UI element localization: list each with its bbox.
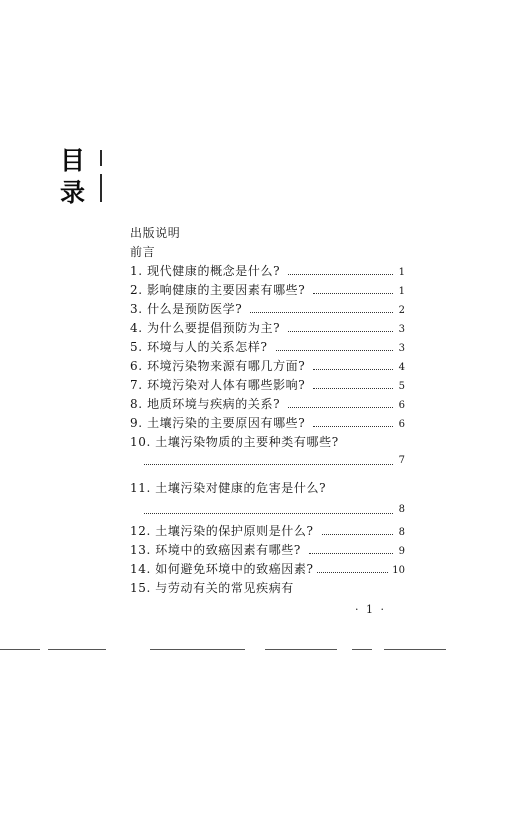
toc-entry-title: 14. 如何避免环境中的致癌因素? xyxy=(130,562,314,576)
toc-entry-page: 1 xyxy=(398,286,405,297)
toc-entry-title: 6. 环境污染物来源有哪几方面? xyxy=(130,359,306,373)
toc-entry-page: 8 xyxy=(398,504,405,515)
dot-leader xyxy=(288,273,393,275)
heading-rule-top xyxy=(100,150,102,166)
fold-line xyxy=(265,649,337,650)
toc-entry-title: 7. 环境污染对人体有哪些影响? xyxy=(130,378,306,392)
toc-entry-page: 3 xyxy=(398,343,405,354)
toc-entry-title: 9. 土壤污染的主要原因有哪些? xyxy=(130,416,306,430)
toc-entry-title: 11. 土壤污染对健康的危害是什么? xyxy=(130,481,327,495)
dot-leader xyxy=(317,571,389,573)
toc-entry-9 xyxy=(130,414,405,432)
dot-leader xyxy=(276,349,394,351)
toc-entry-title: 8. 地质环境与疾病的关系? xyxy=(130,397,281,411)
toc-entry-7 xyxy=(130,376,405,394)
toc-entry-11 xyxy=(130,479,405,497)
fold-line xyxy=(48,649,106,650)
toc-entry-title: 10. 土壤污染物质的主要种类有哪些? xyxy=(130,435,339,449)
dot-leader xyxy=(144,512,393,514)
toc-entry-preface xyxy=(130,243,405,261)
toc-entry-10-continuation xyxy=(130,452,405,470)
toc-entry-publishing-note xyxy=(130,224,405,242)
dot-leader xyxy=(322,533,393,535)
toc-entry-title: 出版说明 xyxy=(130,226,181,240)
toc-entry-title: 前言 xyxy=(130,245,156,259)
dot-leader xyxy=(288,330,393,332)
dot-leader xyxy=(313,292,393,294)
toc-entry-title: 4. 为什么要提倡预防为主? xyxy=(130,321,281,335)
toc-entry-page: 5 xyxy=(398,381,405,392)
toc-entry-title: 3. 什么是预防医学? xyxy=(130,302,243,316)
fold-line xyxy=(150,649,245,650)
toc-entry-2 xyxy=(130,281,405,299)
toc-entry-page: 6 xyxy=(398,400,405,411)
dot-leader xyxy=(288,406,393,408)
toc-entry-4 xyxy=(130,319,405,337)
toc-entry-page: 2 xyxy=(398,305,405,316)
toc-entry-3 xyxy=(130,300,405,318)
toc-entry-page: 4 xyxy=(398,362,405,373)
toc-entry-page: 10 xyxy=(392,565,405,576)
heading-lu: 录 xyxy=(60,178,86,207)
dot-leader xyxy=(309,552,393,554)
toc-entry-11-continuation xyxy=(130,501,405,519)
toc-entry-page: 3 xyxy=(398,324,405,335)
toc-entry-10 xyxy=(130,433,405,451)
dot-leader xyxy=(313,368,393,370)
toc-entry-6 xyxy=(130,357,405,375)
dot-leader xyxy=(313,425,393,427)
page-number: · 1 · xyxy=(355,603,386,616)
heading-rule-bottom xyxy=(100,174,102,202)
dot-leader xyxy=(313,387,393,389)
toc-entry-title: 2. 影响健康的主要因素有哪些? xyxy=(130,283,306,297)
fold-line xyxy=(352,649,372,650)
toc-entry-page: 7 xyxy=(398,455,405,466)
toc-entry-1 xyxy=(130,262,405,280)
toc-entry-title: 13. 环境中的致癌因素有哪些? xyxy=(130,543,301,557)
toc-entry-page: 1 xyxy=(398,267,405,278)
toc-entry-8 xyxy=(130,395,405,413)
heading-mu: 目 xyxy=(60,146,86,175)
fold-line xyxy=(384,649,446,650)
toc-entry-14 xyxy=(130,560,405,578)
dot-leader xyxy=(144,463,393,465)
toc-entry-13 xyxy=(130,541,405,559)
toc-entry-page: 6 xyxy=(398,419,405,430)
toc-entry-title: 12. 土壤污染的保护原则是什么? xyxy=(130,524,314,538)
toc-entry-title: 1. 现代健康的概念是什么? xyxy=(130,264,281,278)
dot-leader xyxy=(250,311,393,313)
toc-entry-title: 15. 与劳动有关的常见疾病有 xyxy=(130,581,294,595)
toc-entry-15 xyxy=(130,579,405,597)
fold-line xyxy=(0,649,40,650)
toc-entry-title: 5. 环境与人的关系怎样? xyxy=(130,340,268,354)
toc-entry-page: 8 xyxy=(398,527,405,538)
toc-entry-12 xyxy=(130,522,405,540)
toc-entry-page: 9 xyxy=(398,546,405,557)
toc-entry-5 xyxy=(130,338,405,356)
